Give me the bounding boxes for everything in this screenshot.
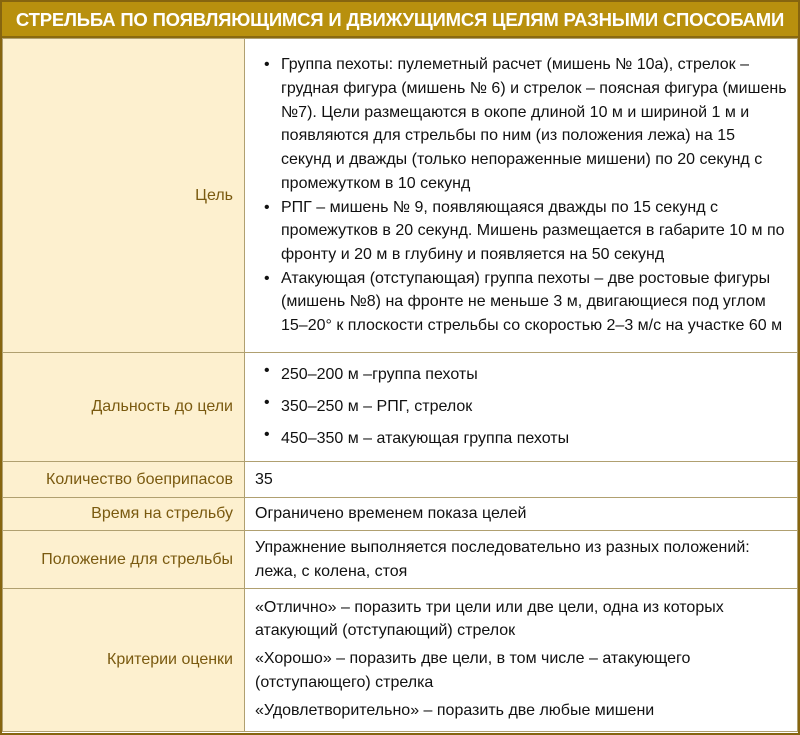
- row-value: [245, 39, 798, 353]
- exercise-table: [2, 38, 798, 732]
- row-value: Ограничено временем показа целей: [245, 498, 798, 531]
- list-item: • 350–250 м – РПГ, стрелок: [255, 391, 787, 423]
- list-item: • Группа пехоты: пулеметный расчет (мишень № 10а), стрелок – грудная фигура (мишень № 6) и стрелок – поясная фигура (мишень №7). Цели размещаются в окопе длиной 10 м и шириной 1 м и появляются для стрельбы по ним (из положения лежа) на 15 секунд и дважды (только непораженные мишени) по 20 секунд с промежутком в 10 секунд: [255, 53, 787, 195]
- table-row-time: [3, 498, 798, 531]
- list-item: • 250–200 м –группа пехоты: [255, 359, 787, 391]
- criteria-good: «Хорошо» – поразить две цели, в том числе – атакующего (отступающего) стрелка: [255, 650, 691, 691]
- list-item: • 450–350 м – атакующая группа пехоты: [255, 423, 787, 455]
- row-label: Дальность до цели: [3, 353, 245, 462]
- card-title: СТРЕЛЬБА ПО ПОЯВЛЯЮЩИМСЯ И ДВИЖУЩИМСЯ ЦЕЛЯМ РАЗНЫМИ СПОСОБАМИ: [2, 2, 798, 38]
- row-value: [245, 353, 798, 462]
- row-label: Критерии оценки: [3, 589, 245, 732]
- list-item: • Атакующая (отступающая) группа пехоты – две ростовые фигуры (мишень №8) на фронте не меньше 3 м, двигающиеся под углом 15–20° к плоскости стрельбы со скоростью 2–3 м/с на участке 60 м: [255, 267, 787, 338]
- row-value: 35: [245, 462, 798, 498]
- table-row-criteria: [3, 589, 798, 732]
- row-value: [245, 589, 798, 732]
- table-row-position: [3, 531, 798, 589]
- table-row-range: [3, 353, 798, 462]
- criteria-excellent: «Отлично» – поразить три цели или две цели, одна из которых атакующий (отступающий) стрелок: [255, 598, 724, 640]
- row-label: Количество боеприпасов: [3, 462, 245, 498]
- table-row-ammo: [3, 462, 798, 498]
- row-label: Положение для стрельбы: [3, 531, 245, 589]
- list-item: • РПГ – мишень № 9, появляющаяся дважды по 15 секунд с промежутков в 20 секунд. Мишень размещается в габарите 10 м по фронту и 20 м в глубину и появляется на 50 секунд: [255, 196, 787, 267]
- row-label: Цель: [3, 39, 245, 353]
- row-label: Время на стрельбу: [3, 498, 245, 531]
- table-row-target: [3, 39, 798, 353]
- criteria-satisfactory: «Удовлетворительно» – поразить две любые мишени: [255, 701, 655, 719]
- row-value: Упражнение выполняется последовательно из разных положений: лежа, с колена, стоя: [245, 531, 798, 589]
